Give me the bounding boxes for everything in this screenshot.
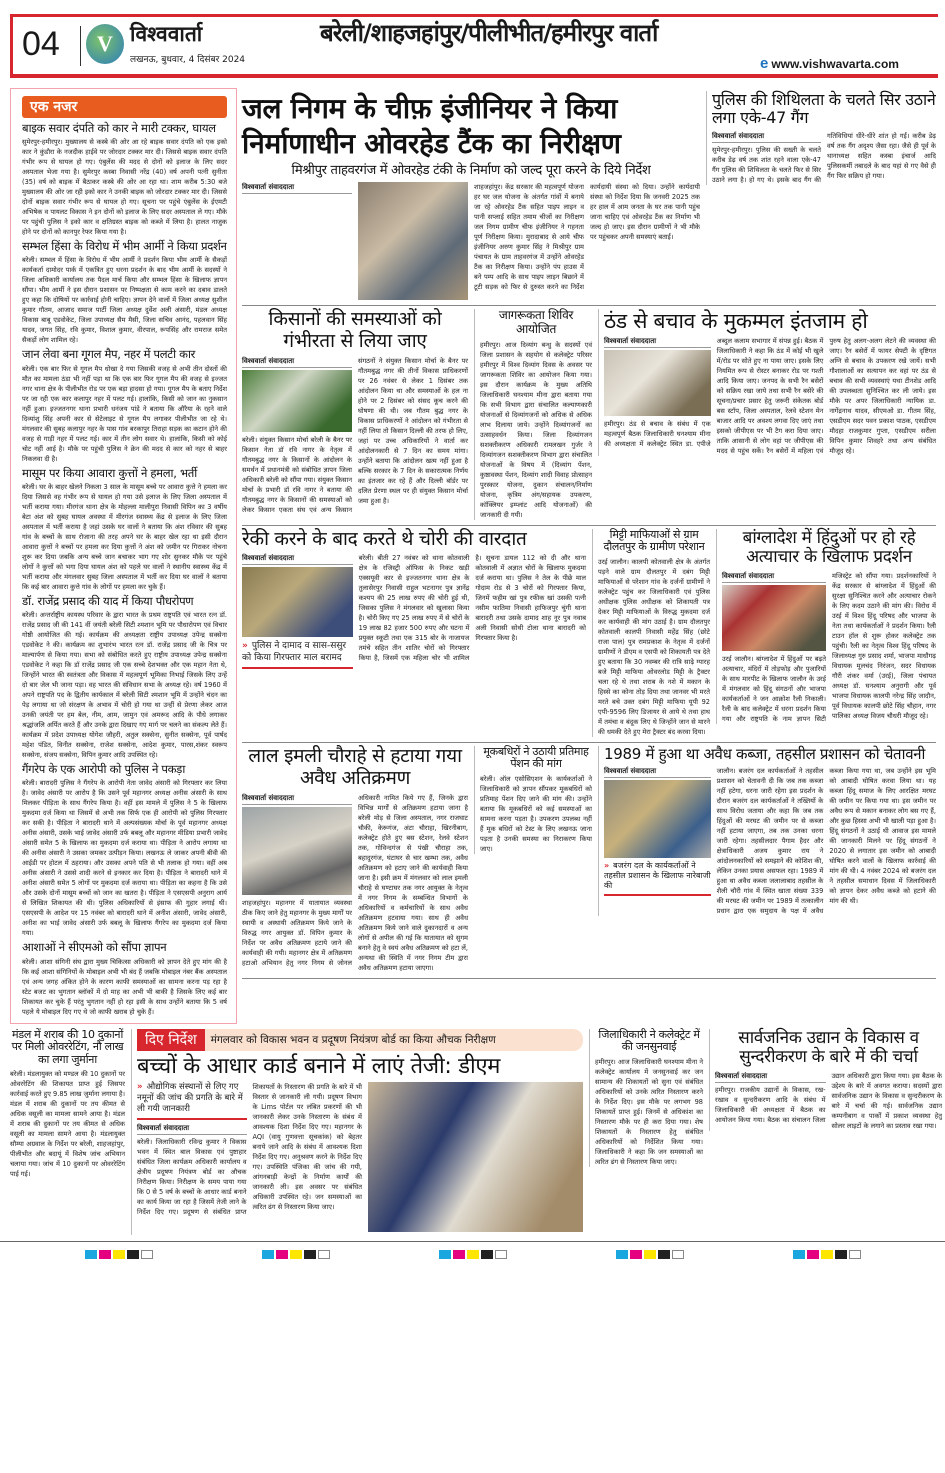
thand-body-text: हमीरपुर। ठंड से बचाव के संबंध में एक महत्वपूर्ण बैठक जिलाधिकारी घनश्याम मीना की अध्यक्षता में कलेक्ट्रेट स्थित डा. एपीजे अब्दुल कलाम सभागार में संपन्न हुई। बैठक में जिलाधिकारी ने कहा कि ठंड में कोई भी खुले में/रोड पर सोते हुए ना पाया जाए। इसके लिए नियमित रूप से रोस्टर बनाकर रोड पर गश्ती आदि किया जाए। जनपद के सभी रैन बसेरों को सक्रिय रखा जाये तथा सभी रैन बसेरे की सूचना/प्रचार प्रसार हेतु जरूरी संकेतक बोर्ड बस स्टॉप, जिला अस्पताल, रेलवे स्टेशन मेन बाजार आदि पर अवश्य लगवा दिए जाएं तथा इसको जीपीएस पर भी टैग करा दिया जाए। ताकि आसानी से लोग वहां पर जीपीएस की मदद से पहुंच सकें। रैन बसेरों में महिला एवं पुरुष हेतु अलग-अलग लेटने की व्यवस्था की जाए। रैन बसेरों में फायर सेफ्टी के दृष्टिगत अग्नि से बचाव के उपकरण रखे जायें। सभी गौशालाओं का सत्यापन कर वहां पर ठंड से बचाव की सभी व्यवस्थाएं यथा टीनशेड आदि की उपलब्धता सुनिश्चित कर ली जाये। इस मौके पर अपर जिलाधिकारी न्यायिक डा. नागेंद्रनाथ यादव, सीएमओ डा. गीतम सिंह, एसडीएम सदर पवन प्रकाश पाठक, एसडीएम मौदहा राजकुमार गुप्ता, एसडीएम सरीला विपिन कुमार शिवहरे तथा अन्य संबंधित मौजूद रहे। [604,337,936,456]
lalimli-body-text: शाहजहांपुर। महानगर में यातायात व्यवस्था ठीक किए जाने हेतु महानगर के मुख्य मार्गों पर स्थायी व अस्थायी अतिक्रमण किये जाने के विरुद्ध नगर आयुक्त डॉ. विपिन कुमार के निर्देश पर अवैध अतिक्रमण हटाये जाने की कार्यवाही की गयी। महानगर क्षेत्र में अतिक्रमण हटाओ अभियान हेतु नगर निगम से जोनल अधिकारी नामित किये गए हैं, जिनके द्वारा विभिन्न मार्गों से अतिक्रमण हटाया जाना है बरेली मोड़ से जिला अस्पताल, नगर राजघाट चौकी, केरूगंज, अंटा चौराहा, खिरनीबाग, कलेक्ट्रेट होते हुए बस स्टेशन, रेलवे स्टेशन तक, गोविन्दगंज से पंखी चौराहा तक, बहादुरगंज, घंटाघर से चार खम्भा तक, अवैध अतिक्रमण को हटाए जाने की कार्यवाही किया जाना है। इसी क्रम में मंगलवार को लाल इमली चौराहे से घण्टाघर तक नगर आयुक्त के नेतृत्व में नगर निगम के सम्बन्धित विभागों के अधिकारियों व कर्मचारियों के साथ अवैध अतिक्रमण हटवाया गया। साथ ही अवैध अतिक्रमण किये जाने वाले दुकानदारों व अन्य लोगों से अपील की गई कि यातायात को सुगम बनाने हेतु वे स्वयं अवैध अतिक्रमण को हटा लें, अन्यथा की स्थिति में नगर निगम टीम द्वारा अवैध अतिक्रमण हटाया जाएगा। [242,793,468,972]
brief-body: बरेली। अन्तर्राष्ट्रीय कायस्थ परिवार के द्वारा भारत के प्रथम राष्ट्रपति एवं भारत रत्न डॉ. राजेंद्र प्रसाद जी की 141 वीं जयंती बरेली सिटी श्मशान भूमि पर पौधारोपण एवं विचार गोष्ठी आयोजित की गई। कार्यक्रम की अध्यक्षता राष्ट्रीय उपाध्यक्ष उपेन्द्र सक्सेना एडवोकेट ने की। कार्यक्रम का शुभारंभ भारत रत्न डॉ. राजेंद्र प्रसाद जी के चित्र पर माल्यार्पण से किया गया। सभा को संबोधित करते हुए राष्ट्रीय उपाध्यक्ष उपेन्द्र सक्सेना एडवोकेट ने कहा कि डॉ राजेंद्र प्रसाद जी एक सच्चे देशभक्त और एक महान नेता थे, जिन्होंने भारत की स्वतंत्रता और विकास में महत्वपूर्ण भूमिका निभाई जिसके लिए उन्हें दो बार जेल भी जाना पड़ा। वह भारत की संविधान सभा के अध्यक्ष रहे। वर्ष 1960 में अपने राष्ट्रपति पद के द्वितीय कार्यकाल में बरेली सिटी श्मशान भूमि में उन्होंने चंदन का पेड़ लगाया था जो संरक्षण के अभाव में चोरी हो गया था उन्हीं से प्रेरणा लेकर आज उनकी जयंती पर हम बेल, नीम, आम, जामुन एवं अमरूद आदि के पौधे लगाकर श्रद्धांजलि अर्पित करते हैं और उनके द्वारा दिखाए गए मार्ग पर चलने का संकल्प लेते हैं। कार्यक्रम में प्रदेश उपाध्यक्ष योगेश जौहरी, अतुल सक्सेना, सुनीत सक्सेना, पूर्व पार्षद महेश पंडित, विनीत सक्सेना, राजेश सक्सेना, आदेश कुमार, पारस,शंकर स्वरूप सक्सेना, संजय सक्सेना, विपिन कुमार आदि उपस्थित रहे। [22,611,227,760]
section-title: बरेली/शाहजहांपुर/पीलीभीत/हमीरपुर वार्ता [320,19,658,47]
tahsil-body-text: जालौन। बजरंग दल कार्यकर्ताओं ने तहसील प्रशासन को चेतावनी दी कि जब तक कब्जा नहीं हटेगा, धरना जारी रहेगा इस प्रदर्शन के दौरान बजरंग दल कार्यकर्ताओं ने तख्तियों के साथ विरोध जताया और कहा कि जब तक हिंदुओं की मरघट की जमीन पर से कब्जा नहीं हटाया जाएगा, तब तक उनका धरना जारी रहेगा। तहसीलदार पैगाम हैदर और क्षेत्राधिकारी अजय कुमार राय ने आंदोलनकारियों को समझाने की कोशिश की, लेकिन उनका प्रयास असफल रहा। 1989 में हुआ था अवैध कब्जा जलालाबाद तहसील के शैली चौरी गांव में स्थित खाता संख्या 339 की मरघट की जमीन पर 1989 में तत्कालीन प्रधान द्वारा एक समुदाय के पक्ष में अवैध कब्जा किया गया था, जब उन्होंने इस भूमि को आबादी घोषित करवा लिया था। यह कब्जा हिंदू समाज के लिए आरक्षित मरघट की जमीन पर किया गया था। इस जमीन पर अवैध रूप से मकान बनाकर लोग बस गए हैं, और कुछ हिस्सा अभी भी खाली पड़ा हुआ है। हिंदू संगठनों ने उठाई थी आवाज इस मामले की जानकारी मिलने पर हिंदू संगठनों ने 2020 से लगातार इस जमीन को आबादी घोषित करने वालों के खिलाफ कार्रवाई की मांग की थी। 4 नवंबर 2024 को बजरंग दल ने तहसील समाधान दिवस में जिलाधिकारी को ज्ञापन देकर अवैध कब्जे को हटाने की मांग की थी। [716,767,936,916]
sharab-headline: मंडल में शराब की 10 दुकानों पर मिली ओवररेटिंग, नौ लाख का लगा जुर्माना [11,1027,124,1066]
story-row [242,743,936,979]
dm-headline: बच्चों के आधार कार्ड बनाने में लाएं तेजी: डीएम [137,1053,501,1079]
byline: विश्ववार्ता संवाददाता [715,1071,826,1083]
brief-body: बरेली। एक बार फिर से गूगल मैप धोखा दे गया जिसकी वजह से अभी तीन दोस्तों की मौत का मामला ठंडा भी नहीं पड़ा था कि एक बार फिर गूगल मैप की वजह से इज्जत नगर थाना क्षेत्र के पीलीभीत रोड पर एक बड़ा हादसा हो गया। गूगल मैप के बताए निर्देश पर जा रही एक कार कलापुर नहर में पलट गई। हालांकि, किसी को जान का नुकसान नहीं हुआ। इज्जतनगर थाना प्रभारी धनंजय पांडे ने बताया कि औरैया के रहने वाले दिव्यांशु सिंह अपनी कार से सेटेलाइट से गूगल मैप लगाकर पीलीभीत जा रहे थे। मंगलवार की सुबह कलापुर नहर के पास गांव बरकापुर तिराहा सड़क का कटान होने की वजह से गाड़ी नहर में पलट गई। कार में तीन लोग सवार थे। हालांकि, किसी को कोई चोट नहीं आई है। मौके पर पहुंची पुलिस ने क्रेन की मदद से कार को नहर से बाहर निकलवा दी है। [22,364,227,463]
brief-title: मासूम पर किया आवारा कुत्तों ने हमला, भर्ती [22,465,197,480]
udyan-headline: सार्वजनिक उद्यान के विकास व सुन्दरीकरण के बारे में की चर्चा [738,1027,919,1068]
brief-article [22,122,227,237]
jagrukta-article [474,309,592,520]
brand-logo: V [86,24,124,64]
lalimli-article [242,746,468,973]
ek-nazar-box [10,88,237,1024]
byline: विश्ववार्ता संवाददाता [722,571,826,583]
brief-body: बरेली। सम्भल में हिंसा के विरोध में भीम आर्मी ने प्रदर्शन किया भीम आर्मी के सैकड़ों कार्यकर्ता दामोदर पार्क में एकत्रित हुए धरना प्रदर्शन के बाद भीम आर्मी के सदस्यों ने जिला अधिकारी कार्यालय तक पैदल मार्च किया और सम्भल हिंसा के खिलाफ ज्ञापन सौंपा। भीम आर्मी ने इस दौरान प्रशासन पर निष्पक्षता से काम करने का दबाव डालते हुए कहा कि दोषियों पर कार्रवाई होनी चाहिए। ज्ञापन देने वालों में जिला अध्यक्ष सुशील कुमार गौतम, आजाद समाज पार्टी जिला अध्यक्ष दुर्वेश अली अंसारी, मंडल अध्यक्ष विकास बाबू एडवोकेट, जिला उपाध्यक्ष सैम मैसी, जिला सचिव आनंद, पहलवान सिंह यादव, जगत सिंह, रवि कुमार, विशाल कुमार, वीरपाल, रूपसिंह और रामराज समेत सैकड़ों लोग शामिल रहे। [22,256,227,345]
jagrukta-headline: जागरूकता शिविर आयोजित [498,307,574,336]
byline: विश्ववार्ता संवाददाता [604,766,711,778]
bangladesh-article [716,529,936,724]
tahsil-photo [604,780,711,858]
bottom-strip [10,1027,942,1235]
color-registration-marks [616,1250,684,1259]
brief-article [22,763,227,938]
udyan-article [709,1029,942,1131]
brief-article [22,240,227,345]
bangladesh-body [722,571,936,724]
mukbadhir-body: बरेली। ऑल एसोसिएशन के कार्यकर्ताओं ने जिलाधिकारी को ज्ञापन सौंपकर मूकबधिरों को प्रतिमाह पेंशन दिए जाने की मांग की। उन्होंने बताया कि मूकबधिरों को कई समस्याओं का सामना करना पड़ता है। उपकरण उपलब्ध नहीं हैं मूक बधिरों को टेस्ट के लिए लखनऊ जाना पड़ता है उनकी समस्या का निराकरण किया जाए। [480,775,592,854]
footer-registration-strip [0,1241,945,1265]
brief-article [22,348,227,463]
brief-article [22,941,227,1016]
dateline: लखनऊ, बुधवार, 4 दिसंबर 2024 [130,55,246,65]
brief-article [22,595,227,760]
mitti-body: उरई जालौन। कालपी कोतवाली क्षेत्र के अंतर्गत पड़ने वाले ग्राम दौलतपुर में दबंग मिट्टी माफियाओं से परेशान गांव के दर्जनों ग्रामीणों ने कलेक्ट्रेट पहुंच कर जिलाधिकारी एवं पुलिस अधीक्षक पुलिस अधीक्षक को शिकायती पत्र देकर मिट्टी माफियाओं के विरुद्ध मुकदमा दर्ज कर कार्यवाही की मांग उठाई है। ग्राम दौलतपुर कोतवाली कालपी निवासी महेंद्र सिंह (छोटे राजा पाल) पुत्र रामप्रकाश के नेतृत्व में दर्जनों ग्रामीणों ने डीएम व एसपी को शिकायती पत्र देते हुए बताया कि 30 नवम्बर की रात्रि साढ़े ग्यारह बजे मिट्टी माफिया ओवरलोड मिट्टी के ट्रैक्टर चला रहे थे तथा शराब के नशे में मकान के हिस्से का कोना तोड़ दिया तथा जानवर भी मरते मरते बचे उक्त दबंग मिट्टी माफिया यूपी 92 एपी-9596 लिए डिजायर से आये थे तथा हाथ में तमंचा व बंदूक लिए थे जिन्होंने जान से मारने की धमकी देते हुए मेरा ट्रैक्टर बंद करवा दिया। [598,557,710,736]
jagrukta-body: हमीरपुर। आज दिव्यांग बन्धु के सदस्यों एवं जिला प्रशासन के सहयोग से कलेक्ट्रेट परिसर हमीरपुर में विश्व दिव्यांग दिवस के अवसर पर जागरूकता शिविर का आयोजन किया गया। इस दौरान कार्यक्रम के मुख्य अतिथि जिलाधिकारी घनश्याम मीना द्वारा बताया गया कि सभी विभाग द्वारा संचालित कल्याणकारी योजनाओं से दिव्यांगजनों को अधिक से अधिक लाभ दिलाया जाये। उन्होंने दिव्यांगजनों का उत्साहवर्धन किया। जिला दिव्यांगजन सशक्तीकरण अधिकारी रामलखन गुर्जर ने दिव्यांगजन सशक्तीकरण विभाग द्वारा संचालित योजनाओं के विषय में (दिव्यांग पेंशन, कुष्ठावस्था पेंशन, दिव्यांग शादी विवाह प्रोत्साहन पुरस्कार योजना, दुकान संचालन/निर्माण योजना, कृत्रिम अंग/सहायक उपकरण, कॉक्लियर इम्प्लांट आदि योजनाओं) की जानकारी दी गयी। [480,340,592,519]
police-headline: पुलिस की शिथिलता के चलते सिर उठाने लगा एके-47 गैंग [712,90,936,128]
brief-title: आशाओं ने सीएमओ को सौंपा ज्ञापन [22,940,167,955]
jansunwai-article [589,1029,703,1167]
reki-headline: रेकी करने के बाद करते थे चोरी की वारदात [242,527,527,550]
dm-body-text: बरेली। जिलाधिकारी रविन्द्र कुमार ने विकास भवन में स्थित बाल विकास एवं पुष्टाहार संबंधित जिला कार्यक्रम अधिकारी कार्यालय व क्षेत्रीय प्रदूषण नियंत्रण बोर्ड का औचक निरीक्षण किया। निरीक्षण के समय पाया गया कि 0 से 5 वर्ष के बच्चों के आधार कार्ड बनाने का कार्य किया जा रहा है जिसमें तेजी लाने के निर्देश दिए गए। प्रदूषण से संबंधित प्राप्त शिकायतों के निस्तारण की प्रगति के बारे में भी विस्तार से जानकारी ली गयी। प्रदूषण विभाग के Lims पोर्टल पर लंबित प्रकरणों की भी जानकारी लेकर उनके निस्तारण के संबंध में आवश्यक दिशा निर्देश दिए गए। महानगर के AQI (वायु गुणवत्ता सूचकांक) को बेहतर बनाये जाने आदि के संबंध में आवश्यक दिशा निर्देश दिए गए। अनुश्रवण करने के निर्देश दिए गए। उपस्थिति पंजिका की जांच की गयी, आंगनबाड़ी केन्द्रों के निर्माण कार्यों की जानकारी ली। इस अवसर पर संबंधित अधिकारी उपस्थित रहे। जन समस्याओं का त्वरित ढंग से निस्तारण किया जाए। [137,1082,362,1216]
lead-subhead: मिश्रीपुर ताहवरगंज में ओवरहेड टंकी के निर्माण को जल्द पूरा करने के दिये निर्देश [291,163,651,178]
brief-body: बरेली। घर के बाहर खेलने निकला 3 साल के मासूम बच्चे पर आवारा कुत्ते ने हमला कर दिया जिससे वह गंभीर रूप से घायल हो गया उसे इलाज के लिए जिला अस्पताल में भर्ती कराया गया। मीरगंज थाना क्षेत्र के मोहल्ला मालीपुरा निवासी विपिन का 3 वर्षीय बेटा अंश को सुबह घायल अवस्था में मीरगंज स्वास्थ्य केंद्र से इलाज के लिए जिला अस्पताल में भर्ती कराया है जहां उसके घर वालों ने बताया कि अंश रविवार की सुबह गांव के बच्चों के साथ रोजाना की तरह अपने घर के बाहर खेल रहा था इसी दौरान आवारा कुत्तों ने बच्चों पर हमला कर दिया कुत्तों ने अंश को जमीन पर गिराकर नोचना शुरू कर दिया जबकि अन्य बच्चे जान बचाकर भाग गए शोर सुनकर मौके पर पहुंचे लोगों ने कुत्तों को भगा दिया घायल अंश को पहले घर वालों ने स्थानीय स्वास्थ्य केंद्र में भर्ती कराया और मंगलवार सुबह जिला अस्पताल में भर्ती कर दिया घर वालों ने बताया कि कई बार आवारा कुत्ते गांव के लोगों पर हमला कर चुके हैं। [22,482,227,591]
color-registration-marks [439,1250,507,1259]
browser-icon: e [760,55,769,72]
brand-name: विश्ववार्ता [130,22,203,46]
jansunwai-body: हमीरपुर। आज जिलाधिकारी घनश्याम मीना ने कलेक्ट्रेट कार्यालय में जनसुनवाई कर जन सामान्य की शिकायतों को सुना एवं संबंधित अधिकारियों को उनके त्वरित निस्तारण करने के निर्देश दिए। इस मौके पर लगभग 98 शिकायतें प्राप्त हुई। जिनमें से अधिकांश का निस्तारण मौके पर ही करा दिया गया। शेष शिकायतों के निस्तारण हेतु संबंधित अधिकारियों को निर्देशित किया गया। जिलाधिकारी ने कहा कि जन समस्याओं का त्वरित ढंग से निस्तारण किया जाए। [595,1057,703,1166]
brief-title: सम्भल हिंसा के विरोध में भीम आर्मी ने किया प्रदर्शन [22,239,227,254]
band-text: मंगलवार को विकास भवन व प्रदूषण नियंत्रण बोर्ड का किया औचक निरीक्षण [205,1029,583,1051]
police-body [712,131,936,185]
udyan-body [715,1071,942,1131]
brief-title: जान लेवा बना गूगल मैप, नहर में पलटी कार [22,347,196,362]
lead-headline: जल निगम के चीफ़ इंजीनियर ने किया निर्माणाधीन ओवरहेड टैंक का निरीक्षण [242,92,621,160]
color-registration-marks [262,1250,330,1259]
thand-headline: ठंड से बचाव के मुकम्मल इंतजाम हो [604,308,868,333]
brief-title: बाइक सवार दंपति को कार ने मारी टक्कर, घायल [22,121,216,135]
brief-body: बरेली। आशा संगिनी संघ द्वारा मुख्य चिकित्सा अधिकारी को ज्ञापन देते हुए मांग की है कि कई आशा संगिनियों के मोबाइल अभी भी बंद हैं जबकि मोबाइल नंबर बैंक अस्पताल एवं अन्य जगह अंकित होने के कारण काफी समस्याओं का सामना करना पड़ रहा है स्टेट बजट का भुगतान ब्लॉकों में दो माह का अभी भी बाकी है जिसके लिए कई बार शिकायत कर चुके हैं परंतु भुगतान नहीं हो रहा इसी के साथ उन्होंने बताया कि 5 वर्ष पहले ये मोबाइल दिए गए थे जो काफी खराब हो चुके हैं। [22,957,228,1016]
brief-article [22,467,227,592]
lead-body [242,182,700,300]
bangladesh-headline: बांग्लादेश में हिंदुओं पर हो रहे अत्याचार के खिलाफ प्रदर्शन [742,527,916,568]
thand-body [604,336,936,456]
sharab-article [10,1029,125,1180]
udyan-body-text: हमीरपुर। राजकीय उद्यानों के विकास, रख-रखाव व सुन्दरीकरण आदि के संबंध में जिलाधिकारी की अध्यक्षता में बैठक का आयोजन किया गया। बैठक का संचालन जिला उद्यान अधिकारी द्वारा किया गया। इस बैठक के उद्देश्य के बारे में अवगत कराया। सदस्यों द्वारा सार्वजनिक उद्यान के विकास व सुन्दरीकरण के बारे में चर्चा की गई। सार्वजनिक उद्यान कम्पनीबाग व पार्कों में प्रकाश व्यवस्था हेतु सोलर लाइटों के लगाने का प्रस्ताव रखा गया। [715,1071,942,1130]
mukbadhir-article [474,746,592,854]
byline: विश्ववार्ता संवाददाता [137,1123,247,1135]
bangladesh-body-text: उरई जालौन। बांग्लादेश में हिंदुओं पर बढ़ते अत्याचार, मंदिरों में तोड़फोड़ और पुजारियों के साथ मारपीट के खिलाफ जालौन के उरई में मंगलवार को हिंदू संगठनों और भाजपा कार्यकर्ताओं ने जन आक्रोश रैली निकाली। रैली के बाद कलेक्ट्रेट में धरना प्रदर्शन किया गया और राष्ट्रपति के नाम ज्ञापन सिटी मजिस्ट्रेट को सौंपा गया। प्रदर्शनकारियों ने केंद्र सरकार से बांग्लादेश में हिंदुओं की सुरक्षा सुनिश्चित करने और अत्याचार रोकने के लिए कदम उठाने की मांग की। विरोध में उरई में विश्व हिंदू परिषद और भाजपा के नेता तथा कार्यकर्ताओं ने प्रदर्शन किया। रैली टाउन हॉल से शुरू होकर कलेक्ट्रेट तक पहुंची। रैली का नेतृत्व विश्व हिंदू परिषद के जिलाध्यक्ष गुरु प्रसाद शर्मा, भाजपा माधौगढ़ विधायक मूलचंद निरंजन, सदर विधायक गौरी शंकर वर्मा (उरई), जिला पंचायत अध्यक्ष डॉ. घनश्याम अनुरागी और पूर्व भाजपा विधायक कालपी नरेन्द्र सिंह जादौन, पूर्व विधायक कालपी छोटे सिंह चौहान, नगर पालिका अध्यक्ष विजय चौधरी मौजूद रहे। [722,571,936,723]
tahsil-headline: 1989 में हुआ था अवैध कब्जा, तहसील प्रशासन को चेतावनी [604,744,926,763]
kisan-headline: किसानों की समस्याओं को गंभीरता से लिया जाए [268,307,442,352]
story-row [242,306,936,526]
story-row [242,526,936,743]
byline: विश्ववार्ता संवाददाता [604,336,711,348]
kisan-photo [242,370,352,432]
color-registration-marks [85,1250,153,1259]
lalimli-photo [242,807,352,895]
thand-article [598,309,936,456]
lead-body-text: शाहजहांपुर। केंद्र सरकार की महत्वपूर्ण योजना हर घर जल योजना के अंतर्गत गांवों में बनाये जा रहे ओवरहेड टैंक सहित पाइप लाइन व पानी सप्लाई सहित तमाम चीजों का निरीक्षण जल निगम ग्रामीण चीफ इंजीनियर ने गहनता पूर्ण निरीक्षण किया। मुरादाबाद से आये चीफ इंजीनियर अरुण कुमार सिंह ने मिश्रीपुर ग्राम पंचायत के ग्राम ताहवरगंज में उन्होंने ओवरहेड टैंक का निरीक्षण किया। उन्होंने पंप हाउस में बने पम्प आदि के साथ पाइप लाइन बिछाने में टूटी सड़क को फिर से दुरुस्त करने का निर्देश कार्यदायी संस्था को दिया। उन्होंने कार्यदायी संस्था को निर्देश दिया कि जनवरी 2025 तक हर हाल में आम जनता के घर तक पानी पहुंच जाना चाहिए एवं ओवरहेड टैंक का निर्माण भी जल्द हो जाए। इस दौरान ग्रामीणों ने भी मौके पर पहुंचकर अपनी समस्याएं बताईं। [474,182,700,291]
lalimli-headline: लाल इमली चौराहे से हटाया गया अवैध अतिक्रमण [248,744,462,789]
lead-article [242,91,700,300]
kisan-body-text: बरेली। संयुक्त किसान मोर्चा बरेली के बैनर पर किसान नेता डॉ रवि नागर के नेतृत्व में गौतमबुद्ध नगर के किसानों के आंदोलन के समर्थन में प्रधानमंत्री को संबोधित ज्ञापन जिला अधिकारी बरेली को सौंपा गया। संयुक्त किसान मोर्चा के प्रभारी डॉ रवि नागर ने बताया की गौतमबुद्ध नगर के किसानों की समस्याओं को लेकर किसान एकता संघ एवं अन्य किसान संगठनों ने संयुक्त किसान मोर्चा के बैनर पर गौतमबुद्ध नगर की तीनों विकास प्राधिकरणों पर 26 नवंबर से लेकर 1 दिसंबर तक आंदोलन किया था और समस्याओं के हल ना होने पर 2 दिसंबर को संसद कूच करने की घोषणा की थी। जब गौतम बुद्ध नगर के विकास प्राधिकरणों ने आंदोलन को गंभीरता से नहीं लिया तो किसान दिल्ली की तरफ हो लिए, जहां पर उच्च अधिकारियों ने वार्ता कर आंदोलनकारी से 7 दिन का समय मांगा। उन्होंने बताया कि आंदोलन खत्म नहीं हुआ है बल्कि सरकार के 7 दिन के सकारात्मक निर्णय का इंतजार कर रहे हैं और दिल्ली बॉर्डर पर दलित प्रेरणा स्थल पर ही संयुक्त किसान मोर्चा जमा हुआ है। [242,356,468,514]
story-row [242,88,936,306]
reki-article [242,529,586,670]
tahsil-body [604,766,936,916]
byline: विश्ववार्ता संवाददाता [242,356,352,368]
brief-title: गैंगरेप के एक आरोपी को पुलिस ने पकड़ा [22,762,186,777]
band [137,1029,583,1051]
dm-photo [368,1082,583,1232]
jansunwai-headline: जिलाधिकारी ने कलेक्ट्रेट में की जनसुनवाई [598,1027,700,1054]
mukbadhir-headline: मूकबधिरों ने उठायी प्रतिमाह पेंशन की मांग [483,744,589,771]
reki-body-text: बरेली। बीती 27 नवंबर को थाना कोतवाली क्षेत्र के रजिस्ट्री ऑफिस के निकट खड़ी एक्सयूवी कार से इज्जतनगर थाना क्षेत्र के तुलासेरपुर निवासी राहुल भटनागर पुत्र ज्ञानेंद्र कश्यप की 25 लाख रुपए की चोरी हुई थी, जिसका पुलिस ने मंगलवार को खुलासा किया है। चोरी किए गए 25 लाख रुपए में से चोरों के 19 लाख 82 हजार 500 रुपए और घटना में प्रयुक्त स्कूटी तथा एक 315 बोर के नाजायज तमंचे सहित तीन शातिर चोरों को गिरफ्तार किया है, जिसमें एक महिला चोर भी शामिल है। सूचना डायल 112 को दी और थाना कोतवाली में अज्ञात चोरों के खिलाफ मुकदमा दर्ज कराया था। पुलिस ने तेल के पीछे माल गोदाम रोड से 3 चोरों को गिरफ्तार किया, जिनमें फहीम खां पुत्र रफीक खां उसकी पत्नी नसीम फातिमा निवासी हाफिजपुर चुंगी थाना बारादरी तथा उसके दामाद शाह नूर पुत्र नवाब अली निवासी सोथी टोला थाना बारादरी को गिरफ्तार किया है। [358,554,586,663]
website-url: www.vishwavarta.com [771,57,899,71]
band-label: दिए निर्देश [137,1029,205,1051]
color-registration-marks [793,1250,861,1259]
dm-article [131,1029,583,1235]
brief-body: सुमेरपुर-हमीरपुर। मुख्यालय से कस्बे की ओर आ रहे बाइक सवार दंपति को एक इको कार ने कुंडौरा के नजदीक हाईवे पर जोरदार टक्कर मार दी। जिससे बाइक सवार दंपति गंभीर रूप से घायल हो गए। एंबुलेंस की मदद से दोनों को इलाज के लिए सदर अस्पताल भेजा गया है। सुमेरपुर कस्बा निवासी नरेंद्र (40) वर्ष अपनी पत्नी सुनीता (35) वर्ष को बाइक में बैठाकर कस्बे की ओर आ रहा था। शाम करीब 5:30 बजे मुख्यालय की ओर जा रही इको कार ने उनकी बाइक को जोरदार टक्कर मार दी। जिससे दोनों बाइक सवार गंभीर रूप से घायल हो गए। सूचना पर पहुंचे एंबुलेंस के ईएमटी अभिषेक व पायलट विकास ने इन दोनों को इलाज के लिए सदर अस्पताल ले गए। मौके पर पहुंची पुलिस ने इको कार व क्षतिग्रस्त बाइक को कब्जे में लिया है। हालत नाजुक होने पर दोनों को कानपुर रेफर किया गया है। [22,138,227,237]
brief-title: डॉ. राजेंद्र प्रसाद की याद में किया पौधरोपण [22,593,194,608]
mitti-headline: मिट्टी माफियाओं से ग्राम दौलतपुर के ग्रामीण परेशान [603,527,705,554]
page-body [10,88,936,1024]
lalimli-body [242,793,468,973]
divider [80,26,81,66]
police-body-text: सुमेरपुर-हमीरपुर। पुलिस की सख्ती के चलते करीब डेढ़ वर्ष तक शांत रहने वाला एके-47 गैंग पुलिस की शिथिलता के चलते फिर से सिर उठाने लगा है। हो गए थे। इसके बाद गैंग की गतिविधियां धीरे-धीरे शांत हो गईं। करीब डेढ़ वर्ष तक गैंग अदृश्य जैसा रहा। जैसे ही पूर्व के थानाध्यक्ष सहित कस्बा इंचार्ज आदि पुलिसकर्मी तबादले के बाद यहां से गए वैसे ही गैंग फिर सक्रिय हो गया। [712,131,936,184]
website-link[interactable] [760,56,899,72]
brief-body: बरेली। बारादरी पुलिस ने गैंगरेप के आरोपी नेता जावेद अंसारी को गिरफ्तार कर लिया है। जावेद अंसारी पर आरोप है कि उसने पूर्व महानगर अध्यक्ष अनीस अंसारी के साथ मिलकर पीड़िता के साथ गैंगरेप किया है। वहीं इस मामले में पुलिस ने 5 के खिलाफ मुकदमा दर्ज किया था जिसमें से अभी तक सिर्फ एक ही आरोपी को पुलिस गिरफ्तार कर सकी है। पीड़िता ने बारादरी थाने में अल्पसंख्यक मोर्चा के पूर्व महानगर अध्यक्ष अनीस अंसारी, उसके भाई जावेद अंसारी उर्फ बबलू और महानगर मीडिया प्रभारी जावेद अंसारी समेत 5 के खिलाफ का मुकदमा दर्ज कराया था। पीड़िता ने आरोप लगाया था की अनीस अंसारी ने उसका जमकर उत्पीड़न किया। लखनऊ ले जाकर अपनी बीवी की आईडी पर होटल में ठहराया। और उसका अपने पति से भी तलाक हो गया। वहीं अब अनीस अंसारी ने उससे शादी करने से इनकार कर दिया है। पीड़िता ने बारादरी थाने में अनीश अंसारी समेत 5 लोगों पर मुकदमा दर्ज कराया था। पीड़िता का कहना है कि उसे और उसके दोनों मासूम बच्चों को जान का खतरा है। पीड़िता ने एसएसपी अनुराग आर्य से लिखित शिकायत की थी। पुलिस अधिकारियों से इंसाफ की गुहार लगाई थी। एसएसपी के आदेश पर 15 नवंबर को बारादरी थाने में अनीश अंसारी, जावेद अंसारी, अनीश का भाई जावेद अंसारी उर्फ बबलू के खिलाफ गैंगरेप का मुकदमा दर्ज किया गया। [22,779,227,938]
lead-photo [358,182,468,300]
reki-caption: » पुलिस ने दामाद व सास-ससुर को किया गिरफ्तार माल बरामद [242,640,353,669]
byline: विश्ववार्ता संवाददाता [242,182,352,194]
kisan-article [242,309,468,515]
mitti-article [592,529,710,737]
reki-photo [242,567,353,637]
tahsil-caption: » बजरंग दल के कार्यकर्ताओं ने तहसील प्रशासन के खिलाफ नारेबाजी की [604,861,711,896]
dm-body [137,1082,362,1217]
police-article [706,91,936,185]
reki-body [242,553,586,669]
dm-caption: » औद्योगिक संस्थानों से लिए गए नमूनों की जांच की प्रगति के बारे में ली गयी जानकारी [137,1082,247,1120]
masthead [0,0,945,82]
ek-nazar-tag: एक नजर [22,96,227,118]
byline: विश्ववार्ता संवाददाता [712,131,821,143]
thand-photo [604,350,711,416]
main-stories [242,88,936,1024]
page-number: 04 [22,25,60,63]
byline: विश्ववार्ता संवाददाता [242,553,353,565]
tahsil-article [598,746,936,916]
kisan-body [242,356,468,515]
bangladesh-photo [722,585,826,651]
dm-body-wrap [137,1082,583,1235]
sharab-body: बरेली। मंडलायुक्त को मण्डल की 10 दुकानों पर ओवररेटिंग की शिकायत प्राप्त हुई जिसपर कार्रवाई करते हुए 9.85 लाख जुर्माना लगाया है। मंडल में शराब की दुकानों पर तय कीमत से अधिक वसूली का मामला सामने आया है। मंडल में शराब की दुकानों पर तय कीमत से अधिक वसूली का मामला सामने आया है। मंडलायुक्त सौम्या अग्रवाल के निर्देश पर बरेली, शाहजहांपुर, पीलीभीत और बदायूं में विशेष जांच अभियान चलाया गया। जांच में 10 दुकानों पर ओवररेटिंग पाई गई। [10,1070,126,1179]
byline: विश्ववार्ता संवाददाता [242,793,352,805]
